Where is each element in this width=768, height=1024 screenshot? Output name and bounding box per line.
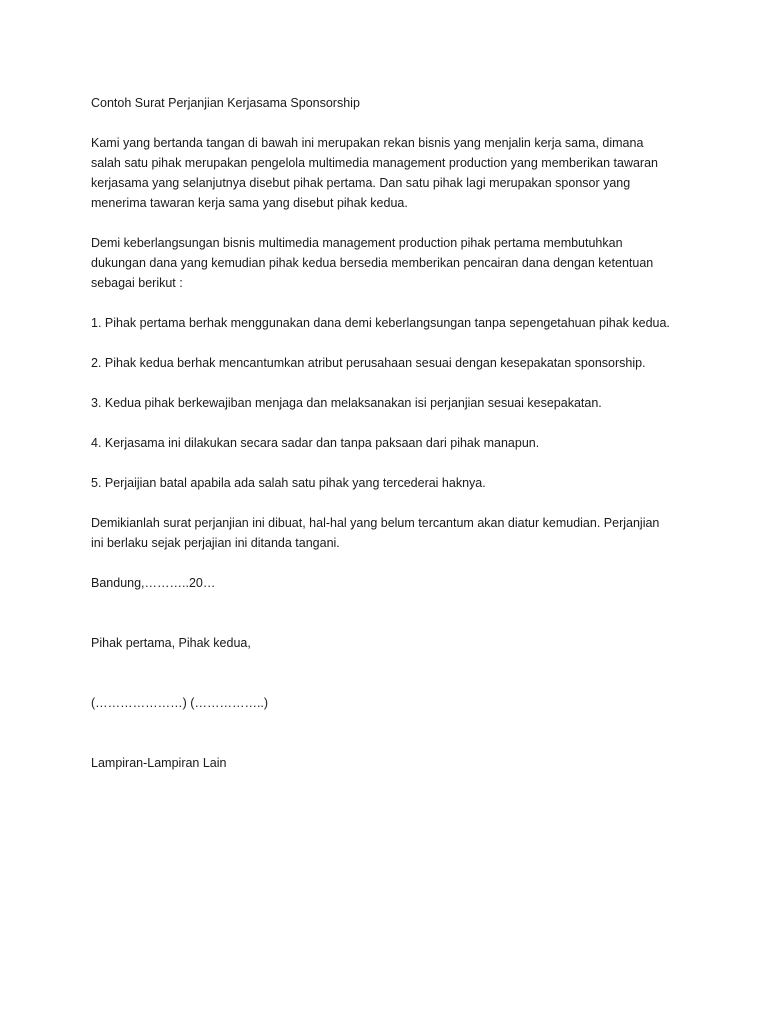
closing-paragraph <box>91 513 691 553</box>
intro-line: menerima tawaran kerja sama yang disebut pihak kedua. <box>91 196 408 210</box>
terms-list <box>91 313 691 493</box>
term-item-4: 4. Kerjasama ini dilakukan secara sadar dan tanpa paksaan dari pihak manapun. <box>91 436 540 450</box>
term-item-3: 3. Kedua pihak berkewajiban menjaga dan melaksanakan isi perjanjian sesuai kesepakatan. <box>91 396 602 410</box>
parties-label: Pihak pertama, Pihak kedua, <box>91 636 251 650</box>
intro-paragraph <box>91 133 691 213</box>
purpose-line: sebagai berikut : <box>91 276 183 290</box>
closing-line: Demikianlah surat perjanjian ini dibuat, hal-hal yang belum tercantum akan diatur kemudian. Perjanjian <box>91 516 660 530</box>
document-body <box>91 93 691 773</box>
closing-line: ini berlaku sejak perjajian ini ditanda tangani. <box>91 536 340 550</box>
term-item-2: 2. Pihak kedua berhak mencantumkan atribut perusahaan sesuai dengan kesepakatan sponsorship. <box>91 356 646 370</box>
term-item-5: 5. Perjaijian batal apabila ada salah satu pihak yang tercederai haknya. <box>91 476 486 490</box>
signature-lines: (…………………) (……………..) <box>91 696 269 710</box>
intro-line: kerjasama yang selanjutnya disebut pihak pertama. Dan satu pihak lagi merupakan sponsor yang <box>91 176 631 190</box>
intro-line: salah satu pihak merupakan pengelola multimedia management production yang memberikan tawaran <box>91 156 658 170</box>
place-date: Bandung,………..20… <box>91 576 216 590</box>
term-item-1: 1. Pihak pertama berhak menggunakan dana demi keberlangsungan tanpa sepengetahuan pihak kedua. <box>91 316 670 330</box>
attachments-label: Lampiran-Lampiran Lain <box>91 756 227 770</box>
purpose-line: dukungan dana yang kemudian pihak kedua bersedia memberikan pencairan dana dengan ketentuan <box>91 256 654 270</box>
intro-line: Kami yang bertanda tangan di bawah ini merupakan rekan bisnis yang menjalin kerja sama, dimana <box>91 136 644 150</box>
purpose-paragraph <box>91 233 691 293</box>
document-title: Contoh Surat Perjanjian Kerjasama Sponsorship <box>91 96 360 110</box>
purpose-line: Demi keberlangsungan bisnis multimedia management production pihak pertama membutuhkan <box>91 236 623 250</box>
